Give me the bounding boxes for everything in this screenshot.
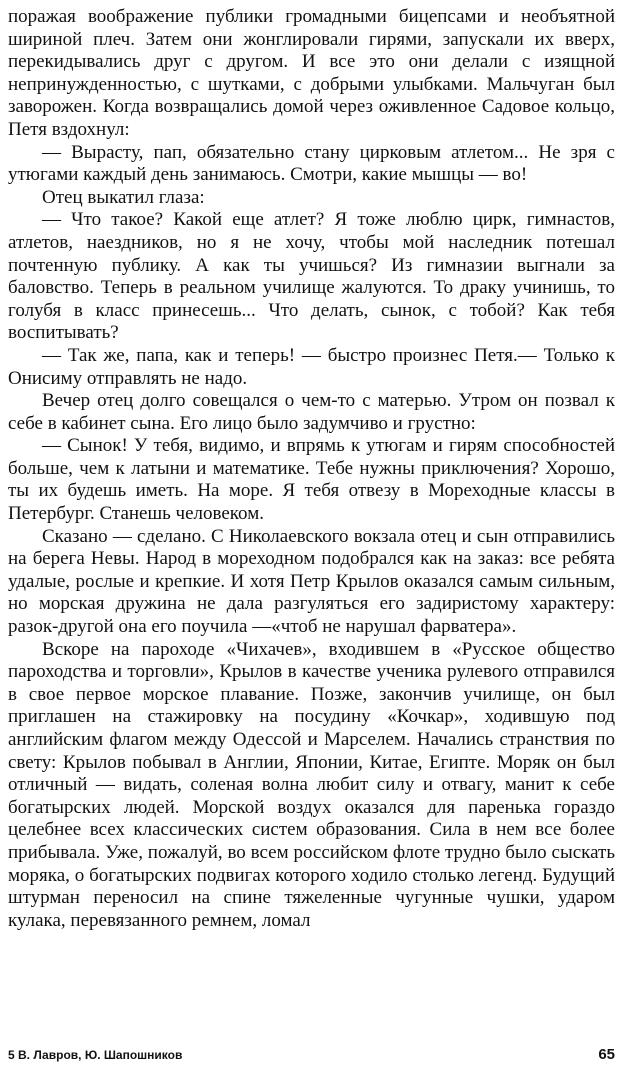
paragraph-7: — Сынок! У тебя, видимо, и впрямь к утюгам и гирям способностей больше, чем к латыни и математике. Тебе нужны приключения? Хорошо, ты их будешь иметь. На море. Я тебя отвезу в Мореходные классы в Петербург. Станешь человеком. bbox=[8, 435, 615, 525]
paragraph-1: поражая воображение публики громадными бицепсами и необъятной шириной плеч. Затем они жонглировали гирями, запускали их вверх, перекидывались друг с другом. И все это они делали с изящной непринужденностью, с шутками, с добрыми улыбками. Мальчуган был заворожен. Когда возвращались домой через оживленное Садовое кольцо, Петя вздохнул: bbox=[8, 6, 615, 140]
paragraph-5: — Так же, папа, как и теперь! — быстро произнес Петя.— Только к Онисиму отправлять не надо. bbox=[8, 344, 615, 389]
paragraph-9: Вскоре на пароходе «Чихачев», входившем в «Русское общество пароходства и торговли», Крылов в качестве ученика рулевого отправился в свое первое морское плавание. Позже, закончив училище, он был приглашен на стажировку на посудину «Кочкар», ходившую под английским флагом между Одессой и Марселем. Начались странствия по свету: Крылов побывал в Англии, Японии, Китае, Египте. Моряк он был отличный — видать, соленая волна любит силу и отвагу, манит к себе богатырских людей. Морской воздух оказался для паренька гораздо целебнее всех классических систем образования. Сила в нем все более прибывала. Уже, пожалуй, во всем российском флоте трудно было сыскать моряка, о богатырских подвигах которого ходило столько легенд. Будущий штурман переносил на спине тяжеленные чугунные чушки, ударом кулака, перевязанного ремнем, ломал bbox=[8, 638, 615, 931]
paragraph-8: Сказано — сделано. С Николаевского вокзала отец и сын отправились на берега Невы. Народ в мореходном подобрался как на заказ: все ребята удалые, рослые и крепкие. И хотя Петр Крылов оказался самым сильным, но морская дружина не дала разгуляться его задиристому характеру: разок-другой она его поучила —«чтоб не нарушал фарватера». bbox=[8, 525, 615, 638]
body-text bbox=[8, 6, 615, 932]
signature-mark: 5 В. Лавров, Ю. Шапошников bbox=[8, 1048, 183, 1062]
paragraph-6: Вечер отец долго совещался о чем-то с матерью. Утром он позвал к себе в кабинет сына. Его лицо было задумчиво и грустно: bbox=[8, 390, 615, 434]
paragraph-2: — Вырасту, пап, обязательно стану цирковым атлетом... Не зря с утюгами каждый день занимаюсь. Смотри, какие мышцы — во! bbox=[8, 141, 615, 186]
paragraph-3: Отец выкатил глаза: bbox=[42, 186, 205, 208]
page-footer bbox=[8, 1046, 615, 1066]
paragraph-4: — Что такое? Какой еще атлет? Я тоже люблю цирк, гимнастов, атлетов, наездников, но я не хочу, чтобы мой наследник потешал почтенную публику. А как ты учишься? Из гимназии выгнали за баловство. Теперь в реальном училище жалуются. То драку учинишь, то голубя в класс принесешь... Что делать, сынок, с тобой? Как тебя воспитывать? bbox=[8, 209, 615, 344]
page-number: 65 bbox=[598, 1046, 615, 1063]
